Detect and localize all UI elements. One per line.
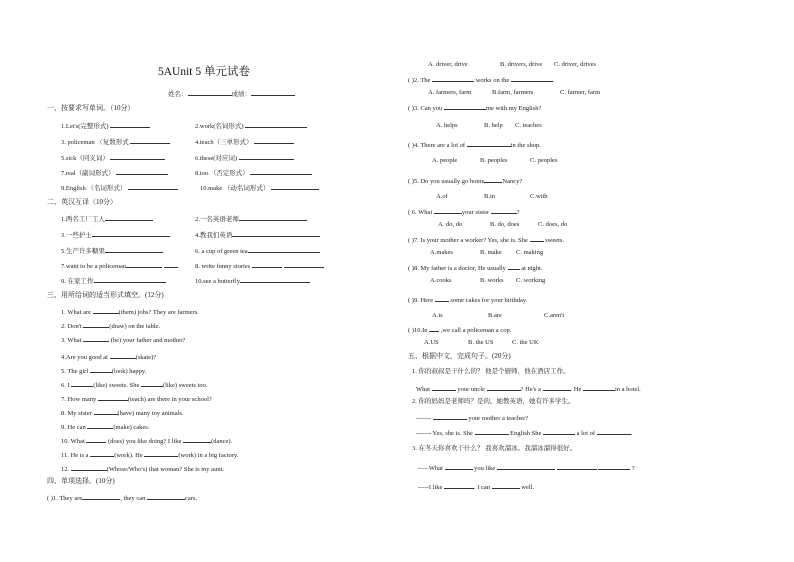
- q1-option-a: A. driver, drive: [428, 61, 468, 68]
- s2-item-2: 2.一名英语老师: [195, 214, 307, 224]
- s3-item-12: 12. (Whose/Who's) that woman? She is my aunt.: [61, 466, 224, 473]
- s1-item-8: 8.too.（否定形式）: [195, 168, 312, 178]
- score-label: 成绩：: [231, 91, 251, 98]
- s2-item-9: 9. 在家工作: [61, 276, 166, 286]
- s2-item-8: 8. write funny stories: [195, 261, 324, 271]
- s3-item-3: 3. What (be) your father and mother?: [61, 337, 186, 344]
- s5-sentence-3-en-1: -----What you like ?: [418, 465, 635, 472]
- q3-option-b: B. help: [484, 122, 503, 129]
- s4-question-1: ( )1. They are , they can cars.: [47, 495, 198, 502]
- q6-option-a: A. do, do: [438, 221, 463, 228]
- section3-heading: 三、用所给词的适当形式填空。(12分): [47, 291, 164, 299]
- q8-option-c: C. working: [516, 277, 546, 284]
- s1-item-7: 7.real（副词形式）: [61, 168, 168, 178]
- s1-item-9: 9.English （名词形式）: [61, 183, 178, 193]
- s1-item-6: 6.these(对应词): [195, 153, 294, 163]
- q4: ( )4. There are a lot of in the shop.: [408, 142, 541, 149]
- q1-option-b: B. drivers, drive: [500, 61, 543, 68]
- section1-heading: 一、按要求写单词。（10分）: [47, 104, 135, 112]
- q10-option-b: B. the US: [468, 339, 494, 346]
- score-blank[interactable]: [251, 89, 295, 96]
- q5-option-c: C.with: [530, 193, 548, 200]
- q4-option-c: C. peoples: [530, 157, 558, 164]
- s3-item-4: 4.Are you good at (skate)?: [61, 354, 157, 361]
- s1-item-4: 4.teach（三单形式）: [195, 137, 294, 147]
- s5-sentence-1-en: What your uncle ? He's a . He in a hotel.: [416, 386, 641, 393]
- q2-option-b: B.farm, farmers: [492, 89, 534, 96]
- q4-option-b: B. peoples: [480, 157, 508, 164]
- s1-item-2: 2.work(名词形式): [195, 121, 307, 131]
- s1-item-3: 3. policeman （复数形式: [61, 137, 170, 147]
- s3-item-7: 7. How many (teach) are there in your school?: [61, 396, 212, 403]
- q10-option-c: C. the UK: [512, 339, 539, 346]
- q7: ( )7. Is your mother a worker? Yes, she is. She sweets.: [408, 237, 565, 244]
- s2-item-6: 6. a cup of green tea: [195, 246, 320, 256]
- page-title: 5AUnit 5 单元试卷: [158, 66, 250, 78]
- q7-option-a: A.makes: [430, 249, 453, 256]
- q3: ( )3. Can you me with my English?: [408, 105, 542, 112]
- q4-option-a: A. people: [432, 157, 458, 164]
- q9-option-b: B.are: [488, 312, 502, 319]
- s3-item-6: 6. I (like) sweets. She (like) sweets too.: [61, 382, 208, 389]
- s3-item-11: 11. He is a (work). He (work) in a big factory.: [61, 452, 239, 459]
- s5-sentence-2-cn: 2. 你的妈妈是老师吗？是的。她教英语，她有许多学生。: [412, 398, 575, 405]
- q9-option-c: C.aren't: [544, 312, 565, 319]
- section5-heading: 五、根据中文，完成句子。(20分): [408, 352, 511, 360]
- s5-sentence-3-en-2: -----I like . I can well.: [418, 484, 535, 491]
- name-label: 姓名：: [168, 91, 188, 98]
- s2-item-7: 7.want to be a policeman: [61, 261, 178, 271]
- q6-option-c: C. does, do: [538, 221, 568, 228]
- q8-option-b: B. works: [480, 277, 504, 284]
- section2-heading: 二、英汉互译（10分）: [47, 198, 117, 206]
- q5-option-a: A.of: [436, 193, 448, 200]
- q5-option-b: B.in: [484, 193, 496, 200]
- q8-option-a: A.cooks: [430, 277, 452, 284]
- s2-item-10: 10.see a butterfly: [195, 276, 310, 286]
- s5-sentence-2-en-1: ------- your mother a teacher?: [416, 415, 529, 422]
- s3-item-10: 10. What (does) you like doing? I like (dance).: [61, 438, 233, 445]
- s3-item-9: 9. He can (make) cakes.: [61, 424, 150, 431]
- name-blank[interactable]: [188, 89, 232, 96]
- q9-option-a: A.is: [432, 312, 443, 319]
- q1-option-c: C. driver, drives: [554, 61, 596, 68]
- q3-option-a: A. helps: [436, 122, 458, 129]
- q10: ( )10.In ,we call a policeman a cop.: [408, 327, 512, 334]
- s5-sentence-1-cn: 1. 你的叔叔是干什么的？ 他是个厨师，他在酒店工作。: [412, 368, 570, 375]
- q7-option-b: B. make: [480, 249, 502, 256]
- q10-option-a: A.US: [424, 339, 439, 346]
- q8: ( )8. My father is a doctor, He usually at night.: [408, 265, 543, 272]
- q5: ( )5. Do you usually go home Nancy?: [408, 178, 523, 185]
- s5-sentence-3-cn: 3. 在冬天你喜欢干什么？ 我喜欢溜冰。我溜冰溜得很好。: [412, 445, 577, 452]
- s2-item-5: 5.生产许多糖果: [61, 246, 163, 256]
- s5-sentence-2-en-2: ------- Yes, she is. She English She a lot of .: [416, 430, 633, 437]
- q9: ( )9. Here some cakes for your birthday.: [408, 297, 528, 304]
- s3-item-5: 5. The girl (look) happy.: [61, 368, 147, 375]
- q2: ( )2. The works on the .: [408, 77, 555, 84]
- s1-item-10: 10.make （动名词形式）: [200, 183, 319, 193]
- s1-item-1: 1.Let's(完整形式): [61, 121, 150, 131]
- s3-item-1: 1. What are (them) jobs? They are farmers.: [61, 309, 199, 316]
- s2-item-4: 4.教我们英语: [195, 230, 320, 240]
- q3-option-c: C. teaches: [515, 122, 542, 129]
- q2-option-a: A. farmers, farm: [428, 89, 472, 96]
- section4-heading: 四、单项选择。(10分): [47, 477, 115, 485]
- q7-option-c: C. making: [516, 249, 544, 256]
- name-score-line: [168, 89, 295, 99]
- s2-item-1: 1.两名工厂工人: [61, 214, 153, 224]
- s1-item-5: 5.sick（同义词）: [61, 153, 165, 163]
- q2-option-c: C. farmer, farm: [560, 89, 601, 96]
- s3-item-2: 2. Don't (draw) on the table.: [61, 323, 161, 330]
- q6: ( 6. What your sister ?: [408, 209, 520, 216]
- s2-item-3: 3.一些护士: [61, 230, 170, 240]
- s3-item-8: 8. My sister (have) many toy animals.: [61, 410, 184, 417]
- q6-option-b: B. do, does: [490, 221, 520, 228]
